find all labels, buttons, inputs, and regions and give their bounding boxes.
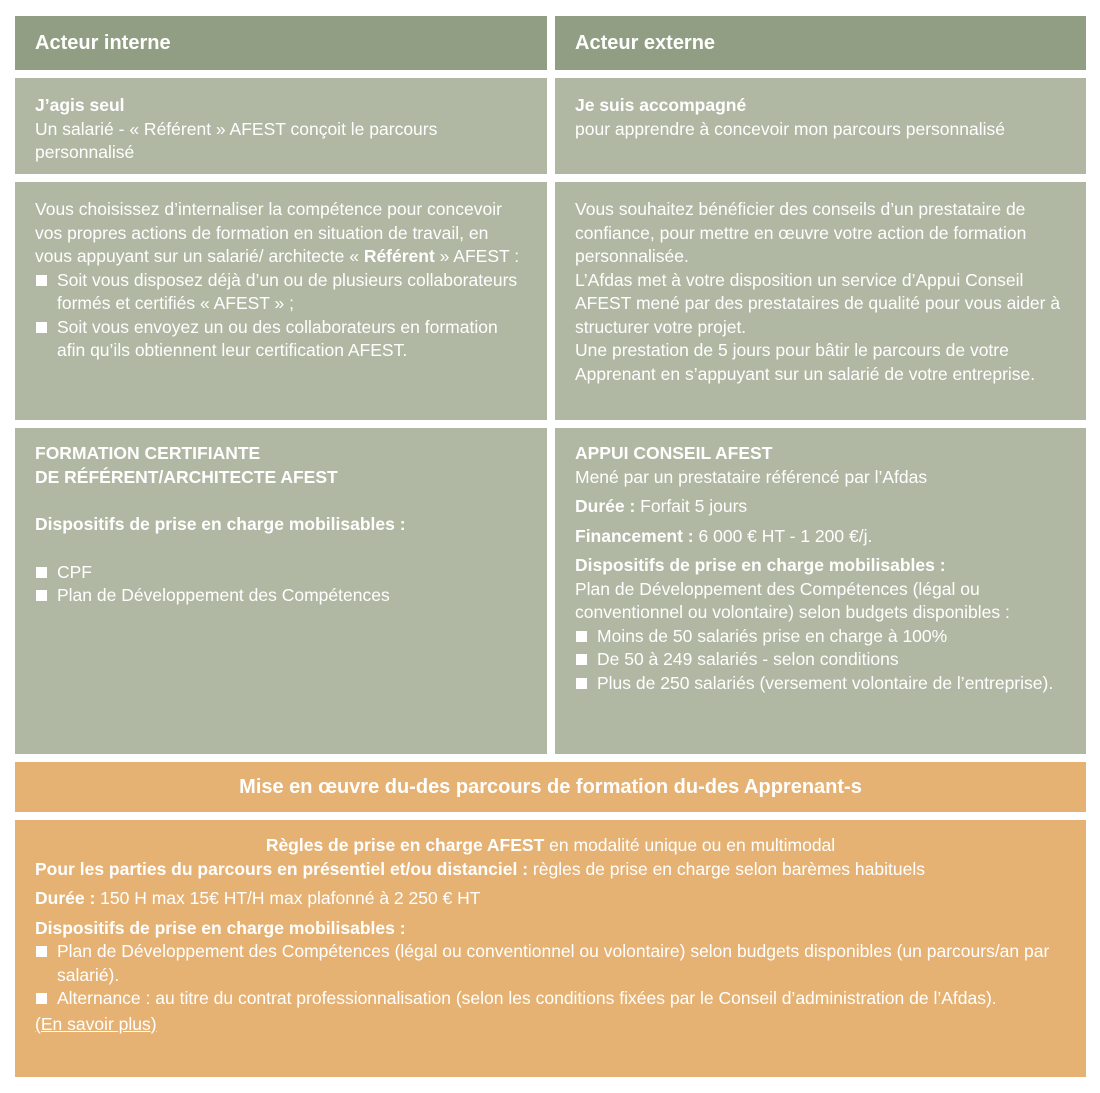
mise-en-oeuvre-body [15, 820, 1086, 1077]
jagis-seul-text: Un salarié - « Référent » AFEST conçoit le parcours personnalisé [35, 118, 438, 162]
parties-rest: règles de prise en charge selon barèmes habituels [528, 858, 925, 879]
bottom-duree-value: 150 H max 15€ HT/H max plafonné à 2 250 € HT [95, 888, 481, 908]
appui-plan: Plan de Développement des Compétences (légal ou conventionnel ou volontaire) selon budgets disponibles : [575, 578, 1010, 622]
cell-appui-conseil [555, 428, 1086, 754]
internaliser-list [35, 269, 527, 363]
cell-je-suis-accompagne [555, 78, 1086, 174]
formation-dispositifs: Dispositifs de prise en charge mobilisables : [35, 514, 406, 534]
list-item: Alternance : au titre du contrat professionnalisation (selon les conditions fixées par le Conseil d’administration de l’Afdas). [35, 987, 1066, 1011]
intro-bold: Référent [363, 246, 435, 266]
list-item: Soit vous disposez déjà d’un ou de plusieurs collaborateurs formés et certifiés « AFEST » ; [35, 269, 527, 316]
mise-en-oeuvre-header [15, 762, 1086, 812]
bottom-dispositifs: Dispositifs de prise en charge mobilisables : [35, 917, 406, 938]
appui-title: APPUI CONSEIL AFEST [575, 443, 773, 463]
cell-formation-certifiante [15, 428, 547, 754]
jagis-seul-title: J’agis seul [35, 95, 125, 115]
header-acteur-externe [555, 16, 1086, 70]
bottom-duree-label: Durée : [35, 888, 96, 908]
mise-en-oeuvre-title: Mise en œuvre du-des parcours de formation du-des Apprenant-s [239, 775, 862, 798]
financement-value: 6 000 € HT - 1 200 €/j. [693, 525, 873, 546]
financement-label: Financement : [575, 525, 694, 546]
list-item: Moins de 50 salariés prise en charge à 100% [575, 625, 1066, 649]
conseils-text: Vous souhaitez bénéficier des conseils d’un prestataire de confiance, pour mettre en œuvre votre action de formation personnalisée. L’Afdas met à votre disposition un service d’Appui Conseil AFEST mené par des prestataires de qualité pour vous aider à structurer votre projet. Une prestation de 5 jours pour bâtir le parcours de votre Apprenant en s’appuyant sur un salarié de votre entreprise. [575, 199, 1061, 384]
duree-line [35, 887, 1066, 911]
internaliser-intro [35, 198, 527, 269]
regles-bold: Règles de prise en charge AFEST [265, 835, 545, 855]
accompagne-title: Je suis accompagné [575, 95, 747, 115]
formation-list [35, 561, 527, 608]
header-right-label: Acteur externe [575, 31, 716, 54]
appui-financement [575, 525, 1066, 549]
appui-duree [575, 495, 1066, 519]
list-item: De 50 à 249 salariés - selon conditions [575, 648, 1066, 672]
list-item: Plus de 250 salariés (versement volontaire de l’entreprise). [575, 672, 1066, 696]
en-savoir-plus-link[interactable]: (En savoir plus) [35, 1013, 157, 1034]
afest-table [15, 16, 1086, 1077]
accompagne-text: pour apprendre à concevoir mon parcours personnalisé [575, 118, 1005, 139]
list-item: Plan de Développement des Compétences [35, 584, 527, 608]
appui-list [575, 625, 1066, 696]
formation-title-1: FORMATION CERTIFIANTE [35, 443, 261, 463]
appui-subtitle: Mené par un prestataire référencé par l’Afdas [575, 466, 928, 487]
header-left-label: Acteur interne [35, 31, 171, 54]
duree-label: Durée : [575, 496, 636, 516]
cell-internaliser [15, 182, 547, 420]
appui-dispositifs: Dispositifs de prise en charge mobilisables : [575, 555, 946, 575]
intro-part-2: » AFEST : [434, 246, 520, 266]
intro-part-1: Vous choisissez d’internaliser la compétence pour concevoir vos propres actions de formation en situation de travail, en vous appuyant sur un salarié/ architecte « [35, 199, 502, 266]
duree-value: Forfait 5 jours [635, 496, 748, 516]
parties-line [35, 858, 1066, 882]
parties-bold: Pour les parties du parcours en présentiel et/ou distanciel : [35, 858, 529, 879]
formation-title-2: DE RÉFÉRENT/ARCHITECTE AFEST [35, 466, 338, 487]
afest-grid [15, 16, 1086, 754]
cell-conseils [555, 182, 1086, 420]
bottom-list [35, 940, 1066, 1011]
list-item: Plan de Développement des Compétences (légal ou conventionnel ou volontaire) selon budgets disponibles (un parcours/an par salarié). [35, 940, 1066, 987]
regles-line [35, 834, 1066, 858]
cell-jagis-seul [15, 78, 547, 174]
list-item: Soit vous envoyez un ou des collaborateurs en formation afin qu’ils obtiennent leur certification AFEST. [35, 316, 527, 363]
regles-rest: en modalité unique ou en multimodal [544, 835, 836, 855]
header-acteur-interne [15, 16, 547, 70]
list-item: CPF [35, 561, 527, 585]
